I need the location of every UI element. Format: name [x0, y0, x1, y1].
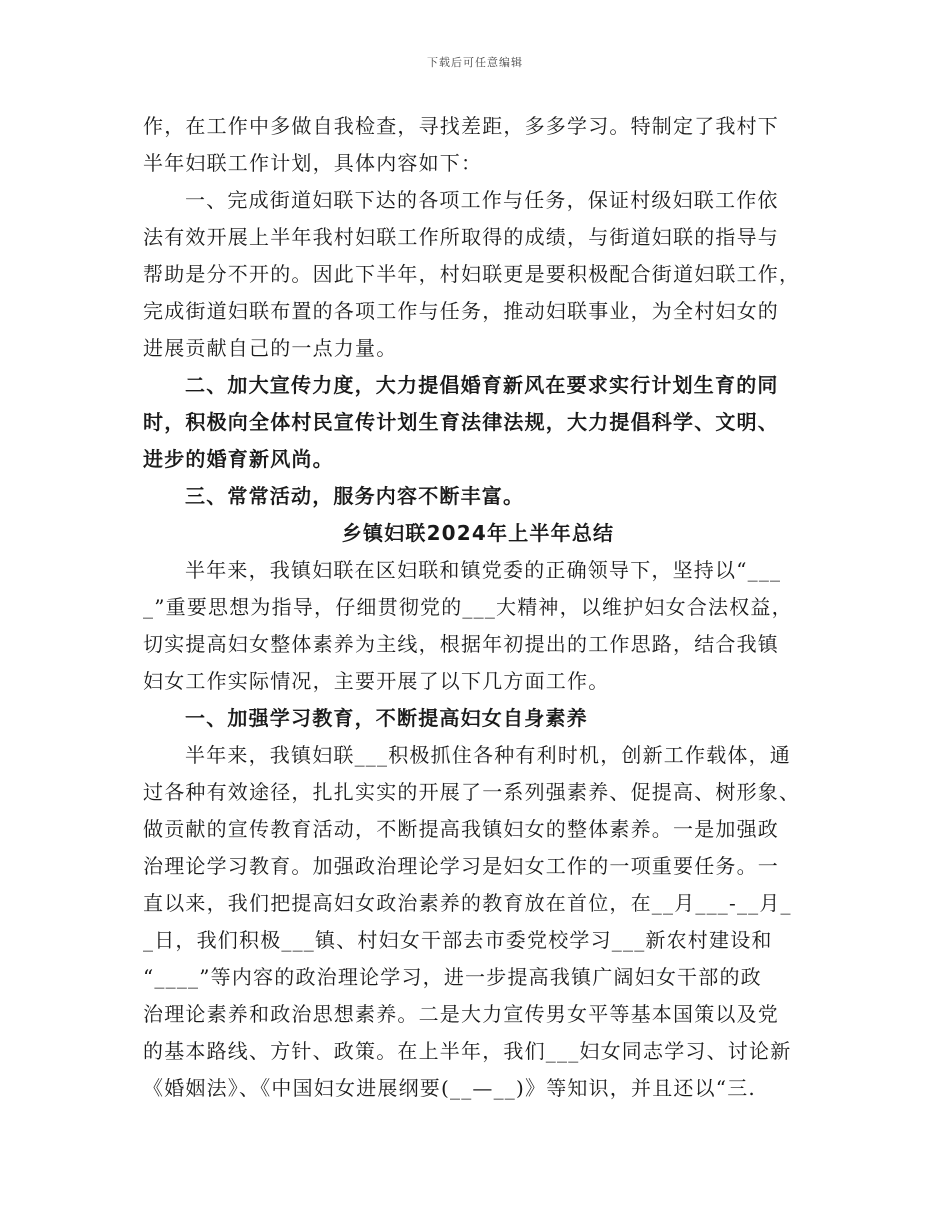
- paragraph-line: 直以来，我们把提高妇女政治素养的教育放在首位，在__月___-__月_: [143, 891, 792, 915]
- paragraph-line: 半年来，我镇妇联在区妇联和镇党委的正确领导下，坚持以“___: [185, 558, 782, 582]
- paragraph-line: 半年来，我镇妇联___积极抓住各种有利时机，创新工作载体，通: [185, 743, 791, 767]
- bold-paragraph-line: 三、常常活动，服务内容不断丰富。: [185, 484, 525, 508]
- paragraph-line: _日，我们积极___镇、村妇女干部去市委党校学习___新农村建设和: [143, 928, 773, 952]
- paragraph-line: 妇女工作实际情况，主要开展了以下几方面工作。: [143, 669, 610, 693]
- bold-paragraph-line: 进步的婚育新风尚。: [143, 447, 334, 471]
- paragraph-line: 的基本路线、方针、政策。在上半年，我们___妇女同志学习、讨论新: [143, 1039, 792, 1063]
- bold-paragraph-line: 二、加大宣传力度，大力提倡婚育新风在要求实行计划生育的同: [185, 373, 779, 397]
- section-title: 乡镇妇联2024年上半年总结: [341, 521, 615, 545]
- paragraph-line: 法有效开展上半年我村妇联工作所取得的成绩，与街道妇联的指导与: [143, 225, 779, 249]
- paragraph-line: “____”等内容的政治理论学习，进一步提高我镇广阔妇女干部的政: [143, 965, 762, 989]
- paragraph-line: 作，在工作中多做自我检查，寻找差距，多多学习。特制定了我村下: [143, 114, 779, 138]
- paragraph-line: 完成街道妇联布置的各项工作与任务，推动妇联事业，为全村妇女的: [143, 299, 779, 323]
- bold-paragraph-line: 时，积极向全体村民宣传计划生育法律法规，大力提倡科学、文明、: [143, 410, 779, 434]
- paragraph-line: _”重要思想为指导，仔细贯彻党的___大精神，以维护妇女合法权益，: [143, 595, 793, 619]
- paragraph-line: 切实提高妇女整体素养为主线，根据年初提出的工作思路，结合我镇: [143, 632, 779, 656]
- paragraph-line: 治理论素养和政治思想素养。二是大力宣传男女平等基本国策以及党: [143, 1002, 779, 1026]
- paragraph-line: 做贡献的宣传教育活动，不断提高我镇妇女的整体素养。一是加强政: [143, 817, 779, 841]
- paragraph-line: 《婚姻法》、《中国妇女进展纲要(__—__)》等知识，并且还以“三.: [143, 1076, 756, 1100]
- page-header: 下载后可任意编辑: [427, 56, 523, 69]
- paragraph-line: 一、完成街道妇联下达的各项工作与任务，保证村级妇联工作依: [185, 188, 779, 212]
- document-body: [143, 108, 813, 1107]
- bold-paragraph-line: 一、加强学习教育，不断提高妇女自身素养: [185, 706, 588, 730]
- paragraph-line: 帮助是分不开的。因此下半年，村妇联更是要积极配合街道妇联工作，: [143, 262, 801, 286]
- paragraph-line: 治理论学习教育。加强政治理论学习是妇女工作的一项重要任务。一: [143, 854, 779, 878]
- paragraph-line: 过各种有效途径，扎扎实实的开展了一系列强素养、促提高、树形象、: [143, 780, 801, 804]
- paragraph-line: 半年妇联工作计划，具体内容如下：: [143, 151, 483, 175]
- paragraph-line: 进展贡献自己的一点力量。: [143, 336, 398, 360]
